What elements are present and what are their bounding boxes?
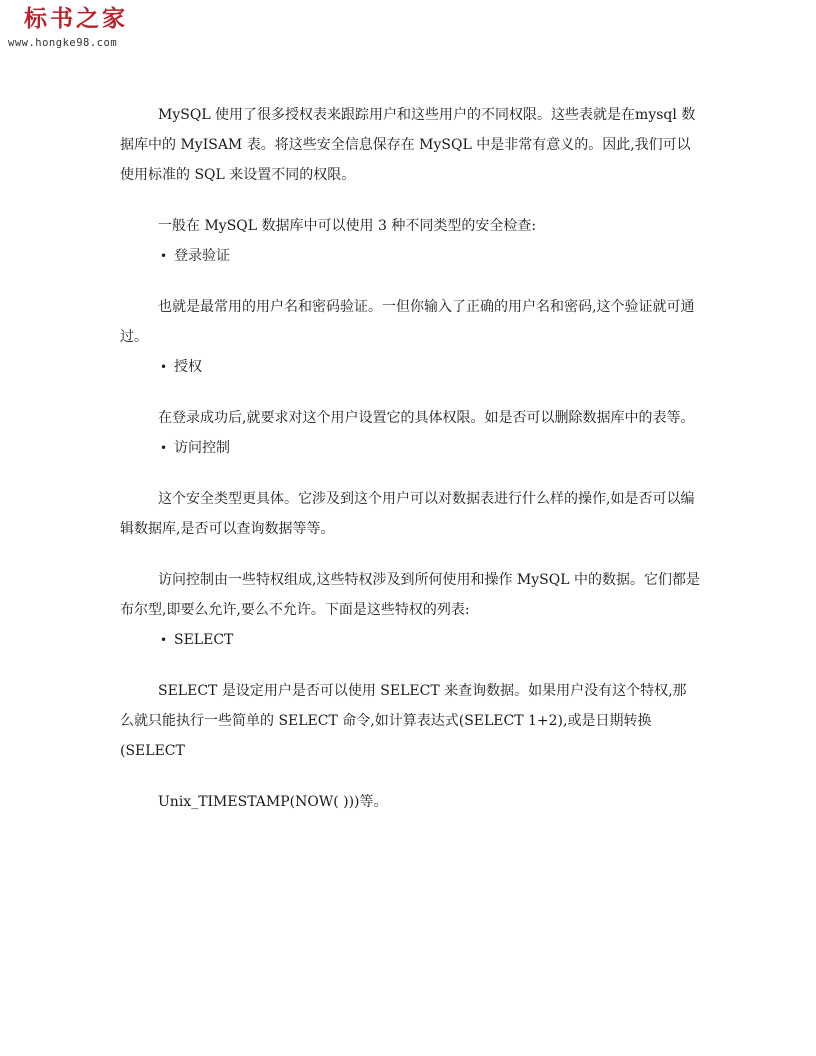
paragraph-login: 也就是最常用的用户名和密码验证。一但你输入了正确的用户名和密码,这个验证就可通过。 <box>120 299 695 345</box>
logo-url: www.hongke98.com <box>8 37 118 49</box>
paragraph-access-control: 这个安全类型更具体。它涉及到这个用户可以对数据表进行什么样的操作,如是否可以编辑数据库,是否可以查询数据等等。 <box>120 491 695 537</box>
paragraph-security-types: 一般在 MySQL 数据库中可以使用 3 种不同类型的安全检查: <box>158 218 537 234</box>
bullet-select <box>120 625 700 655</box>
document-body <box>120 100 700 817</box>
paragraph-select: SELECT 是设定用户是否可以使用 SELECT 来查询数据。如果用户没有这个特权,那么就只能执行一些简单的 SELECT 命令,如计算表达式(SELECT 1+2),或是日期转换(SELECT <box>120 683 687 759</box>
bullet-label: SELECT <box>174 632 234 648</box>
site-logo[interactable] <box>8 4 158 50</box>
bullet-dot: • <box>160 633 168 647</box>
bullet-access-control <box>120 433 700 463</box>
bullet-login-verification <box>120 241 700 271</box>
bullet-authorization <box>120 352 700 382</box>
paragraph-authorization: 在登录成功后,就要求对这个用户设置它的具体权限。如是否可以删除数据库中的表等。 <box>158 410 695 426</box>
bullet-dot: • <box>160 249 168 263</box>
paragraph-intro: MySQL 使用了很多授权表来跟踪用户和这些用户的不同权限。这些表就是在mysql 数据库中的 MyISAM 表。将这些安全信息保存在 MySQL 中是非常有意义的。因此,我们可以使用标准的 SQL 来设置不同的权限。 <box>120 107 696 183</box>
paragraph-timestamp: Unix_TIMESTAMP(NOW( )))等。 <box>158 794 388 810</box>
paragraph-privileges: 访问控制由一些特权组成,这些特权涉及到所何使用和操作 MySQL 中的数据。它们都是布尔型,即要么允许,要么不允许。下面是这些特权的列表: <box>120 572 700 618</box>
bullet-label: 登录验证 <box>174 248 230 264</box>
bullet-dot: • <box>160 441 168 455</box>
bullet-dot: • <box>160 360 168 374</box>
logo-title: 标书之家 <box>24 6 128 32</box>
bullet-label: 访问控制 <box>174 440 230 456</box>
bullet-label: 授权 <box>174 359 202 375</box>
